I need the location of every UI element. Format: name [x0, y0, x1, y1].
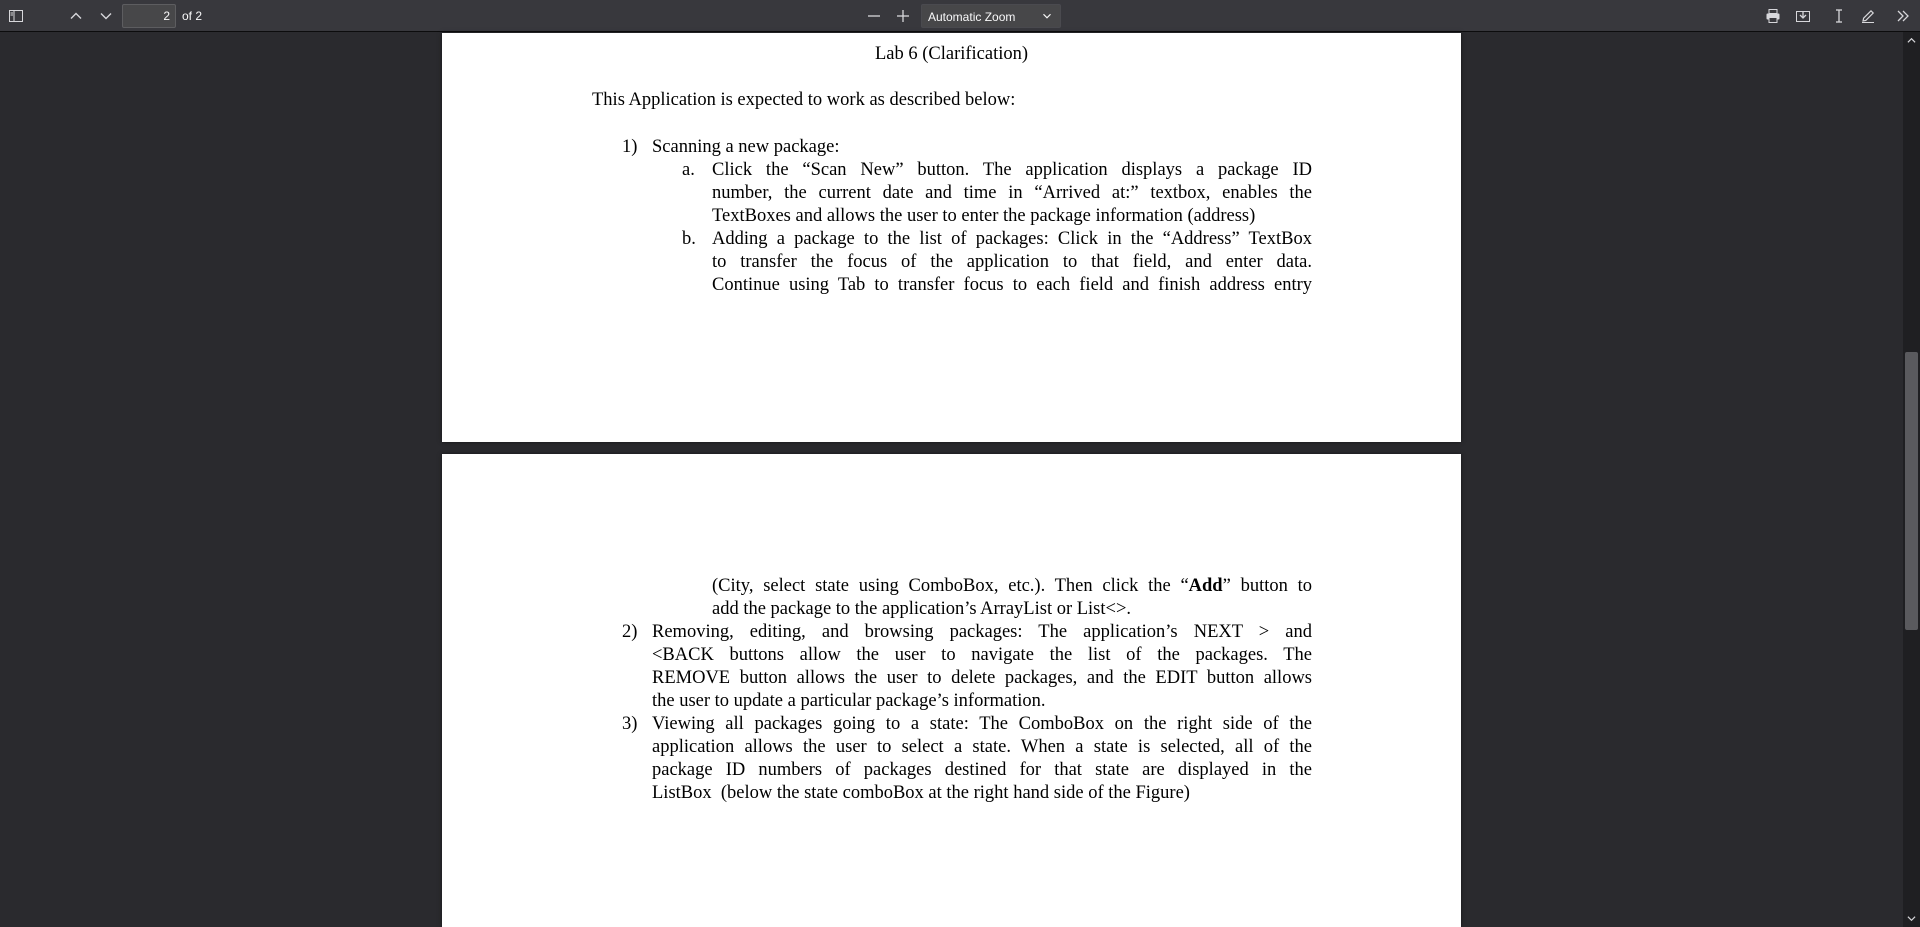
zoom-select-label: Automatic Zoom	[928, 10, 1016, 24]
item1b-line-2: to transfer the focus of the application to that field, and enter data.	[712, 252, 1312, 272]
item3-line-2: application allows the user to select a state. When a state is selected, all of the	[652, 737, 1312, 757]
scroll-up-arrow-icon[interactable]	[1903, 32, 1920, 49]
pdf-page-2	[442, 454, 1461, 927]
zoom-out-icon[interactable]	[862, 4, 886, 28]
list-number-3: 3)	[622, 714, 638, 734]
chevron-down-icon	[1040, 9, 1054, 26]
item3-line-4: ListBox (below the state comboBox at the right hand side of the Figure)	[652, 783, 1190, 803]
sidebar-toggle-icon[interactable]	[4, 4, 28, 28]
print-icon[interactable]	[1761, 4, 1785, 28]
list-number-1: 1)	[622, 137, 638, 157]
pdf-toolbar	[0, 0, 1920, 32]
tools-chevron-icon[interactable]	[1891, 4, 1915, 28]
previous-page-icon[interactable]	[64, 4, 88, 28]
item1b-line-3: Continue using Tab to transfer focus to each field and finish address entry	[712, 275, 1312, 295]
item2-line-1: Removing, editing, and browsing packages: The application’s NEXT > and	[652, 622, 1312, 642]
item1b-cont-bold: Add	[1188, 576, 1223, 596]
item1b-cont-line-2: add the package to the application’s ArrayList or List<>.	[712, 599, 1132, 619]
zoom-in-icon[interactable]	[891, 4, 915, 28]
pdf-page-1	[442, 33, 1461, 442]
list-number-2: 2)	[622, 622, 638, 642]
text-cursor-icon[interactable]	[1827, 4, 1851, 28]
scroll-down-arrow-icon[interactable]	[1903, 910, 1920, 927]
item1b-cont-after: ” button to	[1222, 576, 1312, 596]
next-page-icon[interactable]	[94, 4, 118, 28]
item1a-line-1: Click the “Scan New” button. The application displays a package ID	[712, 160, 1312, 180]
item1b-cont-line-1	[712, 575, 1312, 598]
item2-line-3: REMOVE button allows the user to delete packages, and the EDIT button allows	[652, 668, 1312, 688]
intro-text: This Application is expected to work as described below:	[592, 90, 1016, 110]
sub-marker-b: b.	[682, 229, 696, 249]
item2-line-2: <BACK buttons allow the user to navigate the list of the packages. The	[652, 645, 1312, 665]
pen-icon[interactable]	[1856, 4, 1880, 28]
vertical-scrollbar[interactable]	[1903, 32, 1920, 927]
download-icon[interactable]	[1791, 4, 1815, 28]
scrollbar-thumb[interactable]	[1905, 352, 1918, 630]
item3-line-1: Viewing all packages going to a state: The ComboBox on the right side of the	[652, 714, 1312, 734]
item1a-line-2: number, the current date and time in “Arrived at:” textbox, enables the	[712, 183, 1312, 203]
item1b-cont-before: (City, select state using ComboBox, etc.). Then click the “	[712, 576, 1189, 596]
zoom-select[interactable]	[921, 4, 1061, 28]
sub-marker-a: a.	[682, 160, 695, 180]
item2-line-4: the user to update a particular package’s information.	[652, 691, 1046, 711]
page-number-input[interactable]	[122, 4, 176, 28]
item1a-line-3: TextBoxes and allows the user to enter the package information (address)	[712, 206, 1256, 226]
item3-line-3: package ID numbers of packages destined for that state are displayed in the	[652, 760, 1312, 780]
page-count-label: of 2	[182, 9, 203, 23]
document-title: Lab 6 (Clarification)	[874, 44, 1029, 64]
item1-heading: Scanning a new package:	[652, 137, 840, 157]
item1b-line-1: Adding a package to the list of packages: Click in the “Address” TextBox	[712, 229, 1312, 249]
